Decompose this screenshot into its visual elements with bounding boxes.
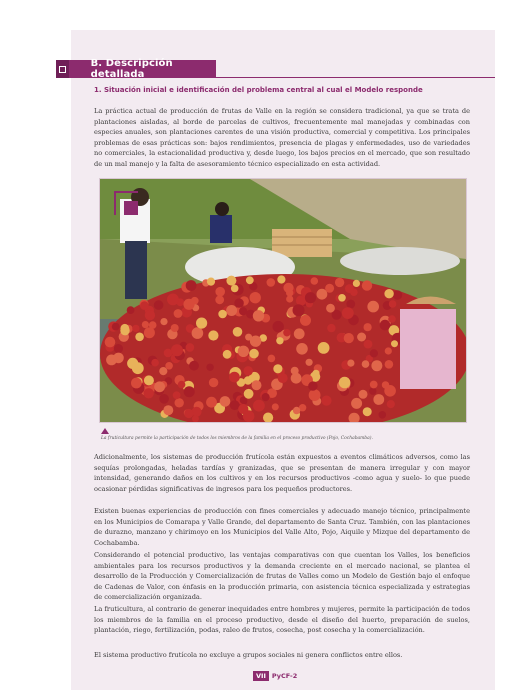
paragraph-5: La fruticultura, al contrario de generar inequidades entre hombres y mujeres, permite la participación de todos los miembros de la familia en el proceso productivo, desde el diseño del huerto, preparación de suelos, plantación, riego, fertilización, podas, raleo de frutos, cosecha, post cosecha y la comercialización. — [94, 605, 470, 635]
header-rule — [216, 77, 495, 78]
paragraph-1: La práctica actual de producción de frutas de Valle en la región se considera tradicional, ya que se trata de plantaciones aisladas, al borde de parcelas de cultivos, frecuentemente mal manejadas y combinadas con especies anuales, son plantaciones carentes de una visión productiva, comercial y competitiva. Los principales problemas de esas prácticas son: bajos rendimientos, presencia de plagas y enfermedades, uso de variedades no comerciales, la estacionalidad productiva y, desde luego, los bajos precios en el mercado, que son resultado de un mal manejo y la falta de asesoramiento técnico especializado en esta actividad. — [94, 107, 470, 168]
left-margin-band — [0, 30, 71, 690]
photo-caption: La fruticultura permite la participación de todos los miembros de la familia en el proceso productivo (Pojo, Cochabamba). — [101, 436, 373, 441]
document-code: PyCF-2 — [271, 672, 298, 680]
paragraph-6: El sistema productivo frutícola no excluye a grupos sociales ni genera conflictos entre ellos. — [94, 651, 403, 659]
photo-corner-decoration — [114, 191, 138, 215]
page-number: VII — [253, 671, 269, 681]
page-footer — [253, 671, 297, 681]
paragraph-2: Adicionalmente, los sistemas de producción frutícola están expuestos a eventos climáticos adversos, como las sequías prolongadas, heladas tardías y granizadas, que se presentan de manera irregular y con mayor intensidad, generando daños en los cultivos y en los recursos productivos -como agua y suelo- lo que puede ocasionar pérdidas significativas de ingresos para los pequeños productores. — [94, 453, 470, 493]
section-title: B. Descripción detallada — [90, 58, 173, 80]
section-marker-icon — [56, 60, 69, 78]
section-header — [56, 60, 216, 78]
subsection-title: 1. Situación inicial e identificación del problema central al cual el Modelo responde — [94, 86, 423, 94]
fruit-harvest-photo — [99, 178, 467, 423]
caption-triangle-icon — [101, 428, 109, 434]
paragraph-3: Existen buenas experiencias de producción con fines comerciales y adecuado manejo técnico, principalmente en los Municipios de Comarapa y Valle Grande, del departamento de Santa Cruz. También, con las plantaciones de durazno, manzano y chirimoyo en los Municipios del Valle Alto, Pojo, Aiquile y Mizque del departamento de Cochabamba. — [94, 507, 470, 547]
paragraph-4: Considerando el potencial productivo, las ventajas comparativas con que cuentan los Valles, los beneficios ambientales para los recursos productivos y la demanda creciente en el mercado nacional, se plantea el desarrollo de la Producción y Comercialización de frutas de Valles como un Modelo de Gestión bajo el enfoque de Cadenas de Valor, con énfasis en la producción primaria, con asistencia técnica especializada y estrategias de comercialización organizada. — [94, 551, 470, 602]
